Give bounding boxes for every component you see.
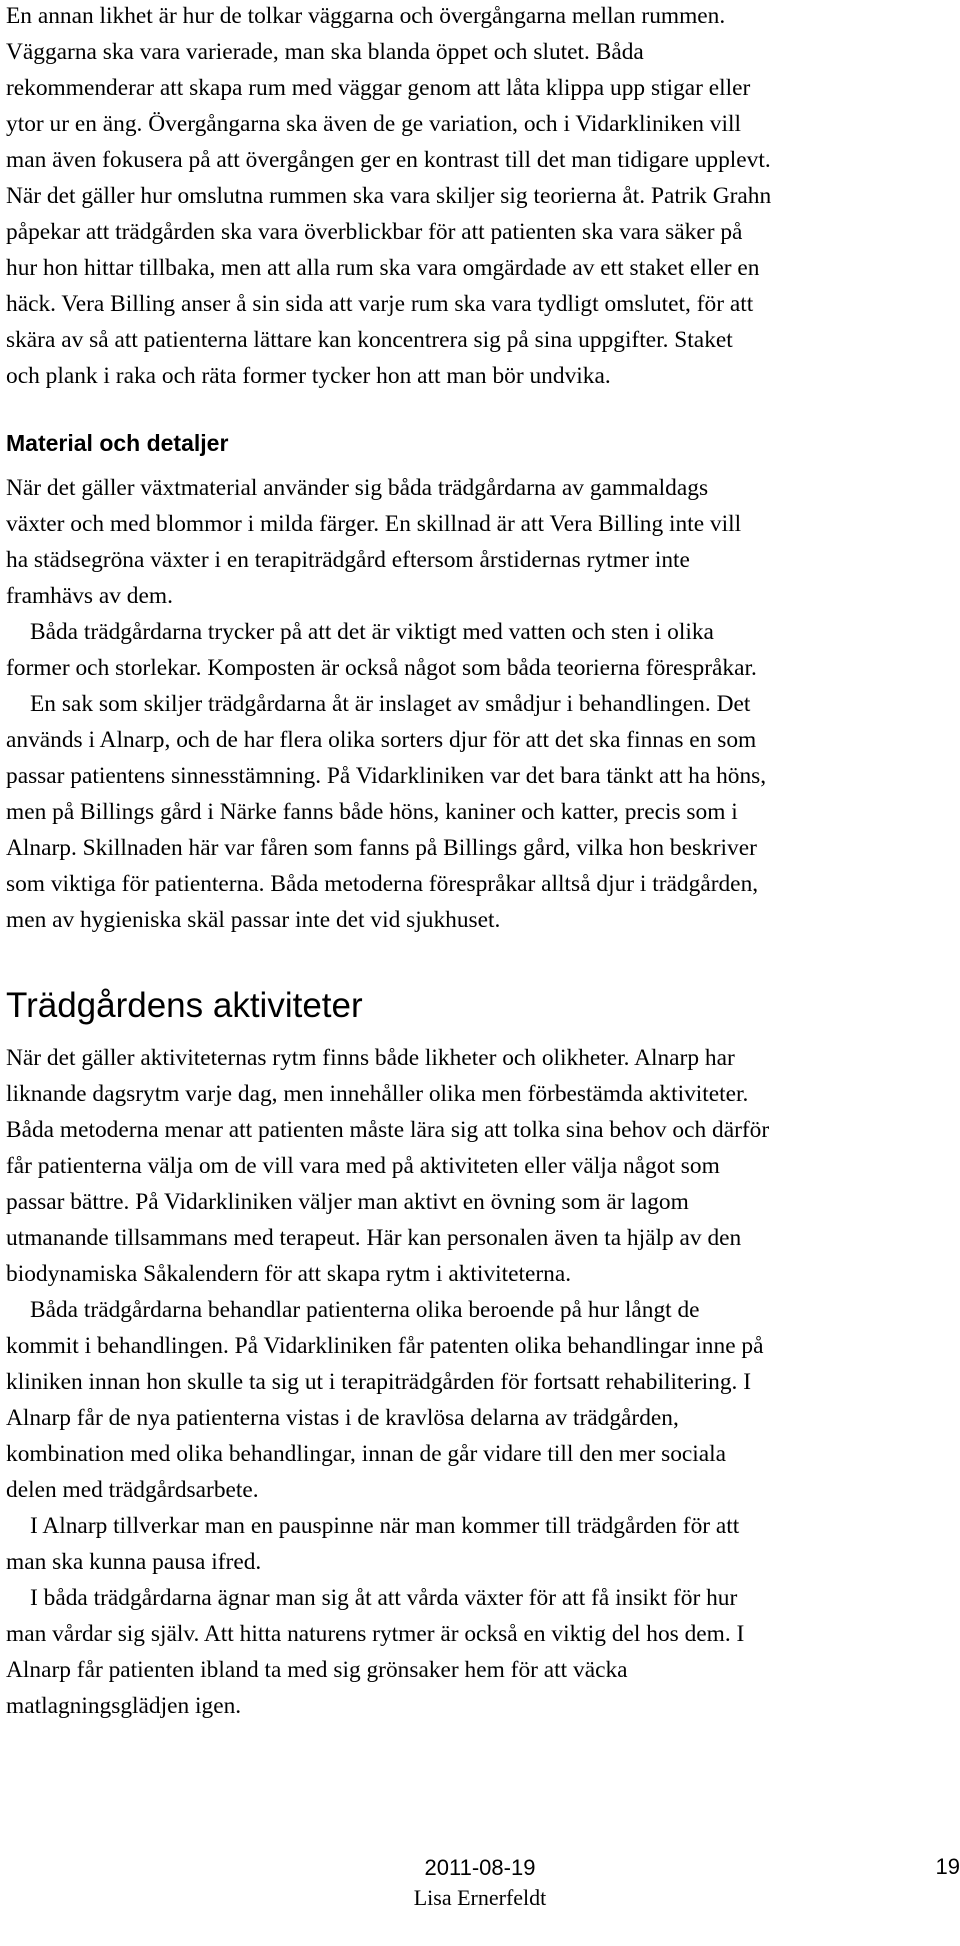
footer-author: Lisa Ernerfeldt bbox=[413, 1885, 547, 1910]
section-heading-activities: Trädgårdens aktiviteter bbox=[6, 986, 363, 1025]
footer-date: 2011-08-19 bbox=[424, 1855, 536, 1880]
activities-paragraph-1: När det gäller aktiviteternas rytm finns både likheter och olikheter. Alnarp har liknande dagsrytm varje dag, men innehåller olika men förbestämda aktiviteter. Båda metoderna menar att patienten måste lära sig att tolka sina behov och därför får patienterna välja om de vill vara med på aktiviteten eller välja något som passar bättre. På Vidarkliniken väljer man aktivt en övning som är lagom utmanande tillsammans med terapeut. Här kan personalen även ta hjälp av den biodynamiska Såkalendern för att skapa rytm i aktiviteterna. bbox=[6, 1045, 770, 1287]
activities-paragraph-3: I Alnarp tillverkar man en pauspinne när man kommer till trädgården för att man ska kunna pausa ifred. bbox=[6, 1513, 740, 1575]
material-paragraph-1: När det gäller växtmaterial använder sig båda trädgårdarna av gammaldags växter och med blommor i milda färger. En skillnad är att Vera Billing inte vill ha städsegröna växter i en terapiträdgård eftersom årstidernas rytmer inte framhävs av dem. bbox=[6, 475, 742, 609]
material-paragraph-2: Båda trädgårdarna trycker på att det är viktigt med vatten och sten i olika former och storlekar. Komposten är också något som båda teorierna förespråkar. bbox=[6, 619, 757, 681]
activities-paragraph-2: Båda trädgårdarna behandlar patienterna olika beroende på hur långt de kommit i behandlingen. På Vidarkliniken får patenten olika behandlingar inne på kliniken innan hon skulle ta sig ut i terapiträdgården för fortsatt rehabilitering. I Alnarp får de nya patienterna vistas i de kravlösa delarna av trädgården, kombination med olika behandlingar, innan de går vidare till den mer sociala delen med trädgårdsarbete. bbox=[6, 1297, 764, 1503]
material-paragraph-3: En sak som skiljer trädgårdarna åt är inslaget av smådjur i behandlingen. Det används i Alnarp, och de har flera olika sorters djur för att det ska finnas en som passar patientens sinnesstämning. På Vidarkliniken var det bara tänkt att ha höns, men på Billings gård i Närke fanns både höns, kaniner och katter, precis som i Alnarp. Skillnaden här var fåren som fanns på Billings gård, vilka hon beskriver som viktiga för patienterna. Båda metoderna förespråkar alltså djur i trädgården, men av hygieniska skäl passar inte det vid sjukhuset. bbox=[6, 691, 767, 933]
intro-paragraph: En annan likhet är hur de tolkar väggarna och övergångarna mellan rummen. Väggarna ska vara varierade, man ska blanda öppet och slutet. Båda rekommenderar att skapa rum med väggar genom att låta klippa upp stigar eller ytor ur en äng. Övergångarna ska även de ge variation, och i Vidarkliniken vill man även fokusera på att övergången ger en kontrast till det man tidigare upplevt. När det gäller hur omslutna rummen ska vara skiljer sig teorierna åt. Patrik Grahn påpekar att trädgården ska vara överblickbar för att patienten ska vara säker på hur hon hittar tillbaka, men att alla rum ska vara omgärdade av ett staket eller en häck. Vera Billing anser å sin sida att varje rum ska vara tydligt omslutet, för att skära av så att patienterna lättare kan koncentrera sig på sina uppgifter. Staket och plank i raka och räta former tycker hon att man bör undvika. bbox=[6, 3, 772, 389]
document-body bbox=[6, 0, 954, 1724]
activities-paragraph-4: I båda trädgårdarna ägnar man sig åt att vårda växter för att få insikt för hur man vårdar sig själv. Att hitta naturens rytmer är också en viktig del hos dem. I Alnarp får patienten ibland ta med sig grönsaker hem för att väcka matlagningsglädjen igen. bbox=[6, 1585, 745, 1719]
page-number: 19 bbox=[935, 1854, 960, 1879]
section-heading-material: Material och detaljer bbox=[6, 430, 229, 456]
